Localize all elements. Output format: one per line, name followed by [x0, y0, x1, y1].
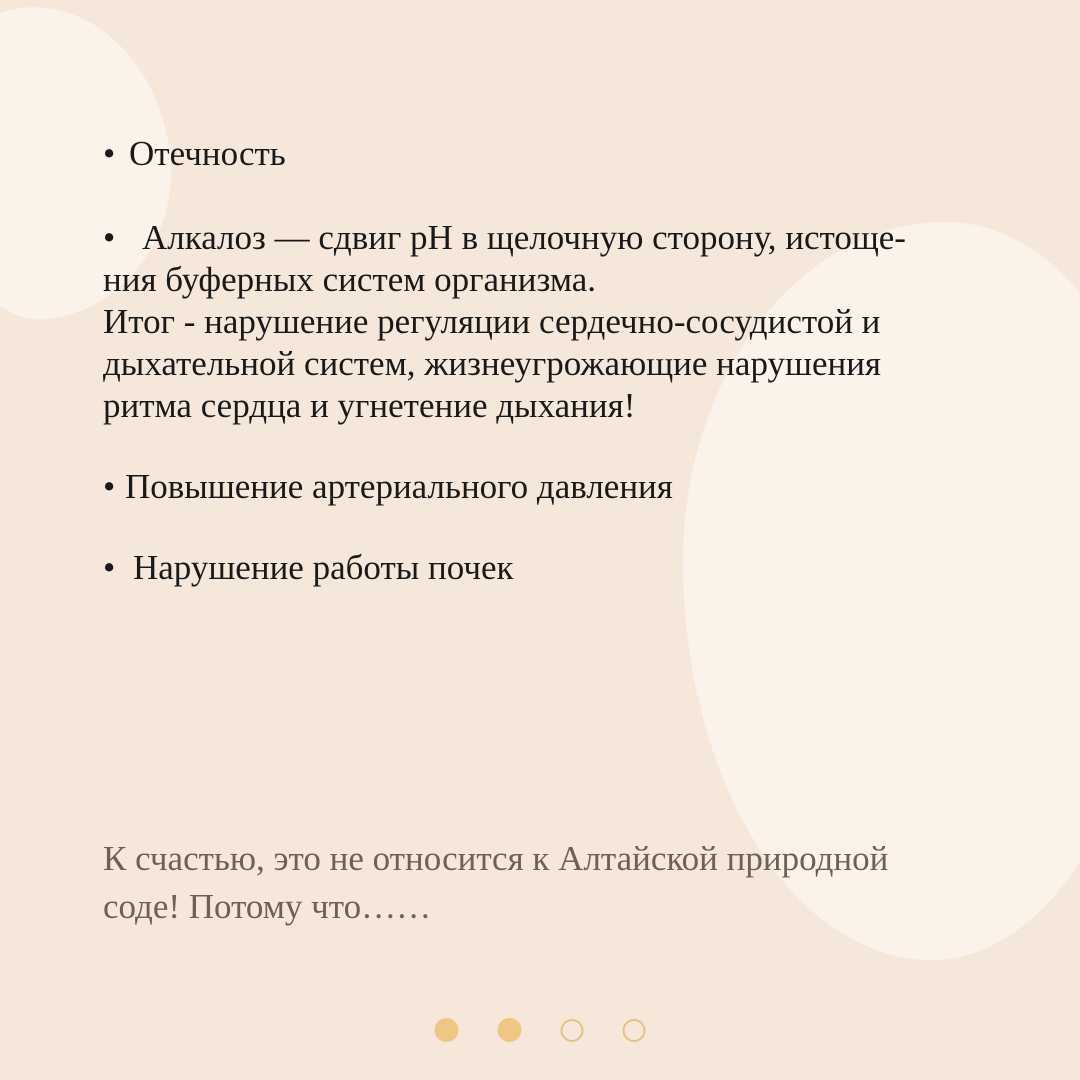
text-line: ритма сердца и угнетение дыхания! — [103, 386, 636, 425]
bullet-text: Нарушение работы почек — [133, 548, 514, 587]
bullet-item-blood-pressure — [103, 466, 673, 508]
bullet-text: Отечность — [129, 134, 286, 173]
bullet-text: Повышение артериального давления — [125, 467, 673, 506]
text-line: К счастью, это не относится к Алтайской природной — [103, 839, 889, 878]
bullet-item-edema — [103, 133, 286, 175]
page-dot-2[interactable] — [498, 1018, 522, 1042]
pagination-dots — [435, 1018, 646, 1042]
text-line: дыхательной систем, жизнеугрожающие нарушения — [103, 344, 882, 383]
page-dot-4[interactable] — [623, 1019, 646, 1042]
bullet-item-alkalosis — [103, 217, 906, 427]
bullet-marker: • — [103, 218, 116, 257]
page-dot-1[interactable] — [435, 1018, 459, 1042]
bullet-marker: • — [103, 467, 116, 506]
bullet-marker: • — [103, 548, 116, 587]
text-line: соде! Потому что…… — [103, 887, 432, 926]
text-line — [103, 466, 673, 508]
text-line — [103, 547, 514, 589]
text-line: Итог - нарушение регуляции сердечно-сосудистой и — [103, 302, 881, 341]
text-line — [103, 217, 906, 259]
text-line: ния буферных систем организма. — [103, 260, 597, 299]
bullet-text: Алкалоз — сдвиг pH в щелочную сторону, истоще- — [142, 218, 906, 257]
page-dot-3[interactable] — [561, 1019, 584, 1042]
bullet-item-kidneys — [103, 547, 514, 589]
bullet-marker: • — [103, 134, 116, 173]
footer-note — [103, 835, 888, 931]
text-line — [103, 133, 286, 175]
